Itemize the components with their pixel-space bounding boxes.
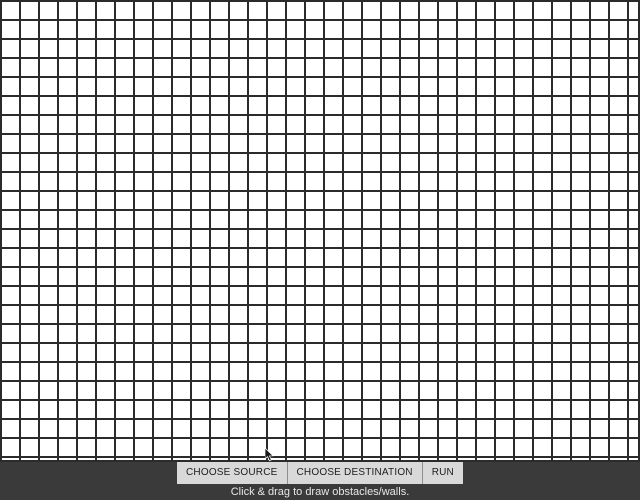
run-button[interactable]: RUN [423,462,463,484]
status-message: Click & drag to draw obstacles/walls. [230,486,410,498]
choose-source-button[interactable]: CHOOSE SOURCE [177,462,288,484]
choose-destination-button[interactable]: CHOOSE DESTINATION [288,462,423,484]
toolbar [0,462,640,484]
status-bar [0,484,640,500]
